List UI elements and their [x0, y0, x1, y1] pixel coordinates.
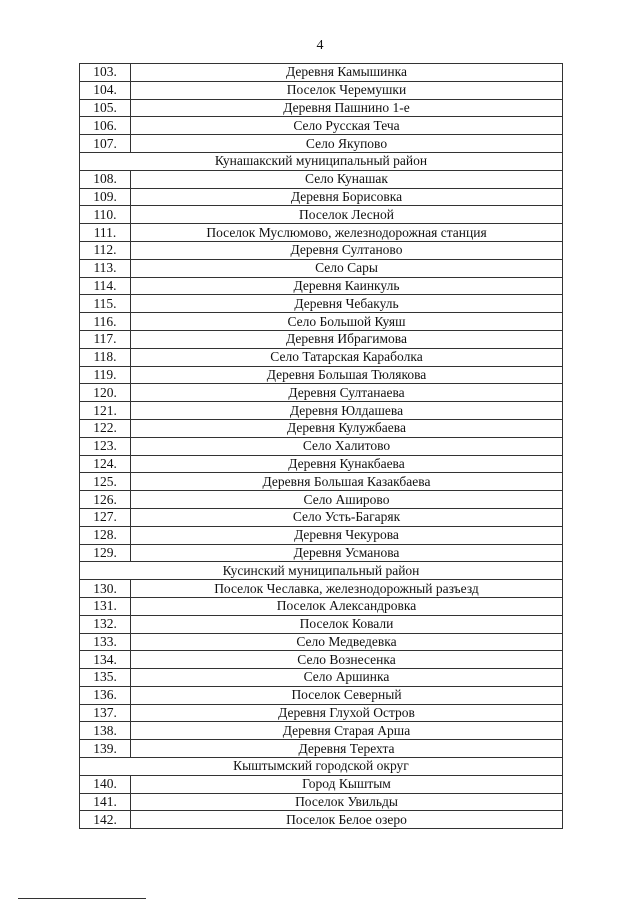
table-row: [80, 348, 563, 366]
settlement-name: Село Русская Теча: [131, 117, 563, 135]
section-title: Кунашакский муниципальный район: [80, 152, 563, 170]
settlement-name: Село Аршинка: [131, 669, 563, 687]
row-number: 105.: [80, 99, 131, 117]
row-number: 138.: [80, 722, 131, 740]
row-number: 134.: [80, 651, 131, 669]
table-row: [80, 135, 563, 153]
settlement-name: Деревня Каинкуль: [131, 277, 563, 295]
settlement-name: Деревня Большая Казакбаева: [131, 473, 563, 491]
table-row: [80, 402, 563, 420]
table-row: [80, 473, 563, 491]
section-title: Кыштымский городской округ: [80, 758, 563, 776]
table-row: [80, 224, 563, 242]
table-row: [80, 580, 563, 598]
settlement-name: Село Аширово: [131, 491, 563, 509]
settlement-name: Поселок Черемушки: [131, 81, 563, 99]
section-header-row: [80, 758, 563, 776]
settlement-name: Село Сары: [131, 259, 563, 277]
settlement-name: Село Татарская Караболка: [131, 348, 563, 366]
row-number: 136.: [80, 686, 131, 704]
row-number: 121.: [80, 402, 131, 420]
table-row: [80, 793, 563, 811]
row-number: 135.: [80, 669, 131, 687]
row-number: 114.: [80, 277, 131, 295]
row-number: 118.: [80, 348, 131, 366]
section-header-row: [80, 152, 563, 170]
row-number: 139.: [80, 740, 131, 758]
row-number: 110.: [80, 206, 131, 224]
row-number: 111.: [80, 224, 131, 242]
settlement-name: Деревня Большая Тюлякова: [131, 366, 563, 384]
row-number: 140.: [80, 775, 131, 793]
table-row: [80, 526, 563, 544]
table-row: [80, 669, 563, 687]
table-row: [80, 295, 563, 313]
table-row: [80, 99, 563, 117]
row-number: 126.: [80, 491, 131, 509]
settlement-name: Деревня Кулужбаева: [131, 419, 563, 437]
settlement-name: Деревня Глухой Остров: [131, 704, 563, 722]
row-number: 116.: [80, 313, 131, 331]
table-row: [80, 277, 563, 295]
settlement-name: Село Якупово: [131, 135, 563, 153]
row-number: 120.: [80, 384, 131, 402]
row-number: 108.: [80, 170, 131, 188]
row-number: 119.: [80, 366, 131, 384]
table-row: [80, 170, 563, 188]
settlement-name: Поселок Муслюмово, железнодорожная станция: [131, 224, 563, 242]
table-row: [80, 811, 563, 829]
table-row: [80, 117, 563, 135]
settlements-table: [79, 63, 563, 829]
settlement-name: Село Вознесенка: [131, 651, 563, 669]
settlement-name: Деревня Кунакбаева: [131, 455, 563, 473]
table-row: [80, 419, 563, 437]
table-row: [80, 259, 563, 277]
row-number: 107.: [80, 135, 131, 153]
row-number: 106.: [80, 117, 131, 135]
row-number: 104.: [80, 81, 131, 99]
settlement-name: Поселок Александровка: [131, 597, 563, 615]
settlement-name: Село Кунашак: [131, 170, 563, 188]
table-row: [80, 81, 563, 99]
settlement-name: Деревня Терехта: [131, 740, 563, 758]
section-header-row: [80, 562, 563, 580]
table-row: [80, 241, 563, 259]
table-row: [80, 455, 563, 473]
settlement-name: Село Халитово: [131, 437, 563, 455]
row-number: 103.: [80, 64, 131, 82]
row-number: 125.: [80, 473, 131, 491]
settlement-name: Село Медведевка: [131, 633, 563, 651]
table-row: [80, 615, 563, 633]
row-number: 117.: [80, 330, 131, 348]
table-row: [80, 597, 563, 615]
table-row: [80, 775, 563, 793]
settlement-name: Поселок Ковали: [131, 615, 563, 633]
settlement-name: Деревня Старая Арша: [131, 722, 563, 740]
row-number: 142.: [80, 811, 131, 829]
section-title: Кусинский муниципальный район: [80, 562, 563, 580]
footnote-divider: [18, 898, 146, 899]
table-row: [80, 633, 563, 651]
row-number: 130.: [80, 580, 131, 598]
settlement-name: Поселок Увильды: [131, 793, 563, 811]
settlement-name: Деревня Усманова: [131, 544, 563, 562]
settlement-name: Деревня Ибрагимова: [131, 330, 563, 348]
table-row: [80, 508, 563, 526]
table-row: [80, 722, 563, 740]
row-number: 113.: [80, 259, 131, 277]
row-number: 115.: [80, 295, 131, 313]
table-row: [80, 384, 563, 402]
table-row: [80, 704, 563, 722]
table-row: [80, 366, 563, 384]
settlement-name: Поселок Лесной: [131, 206, 563, 224]
settlement-name: Деревня Султанаева: [131, 384, 563, 402]
table-row: [80, 437, 563, 455]
row-number: 129.: [80, 544, 131, 562]
row-number: 123.: [80, 437, 131, 455]
table-row: [80, 330, 563, 348]
settlement-name: Деревня Чебакуль: [131, 295, 563, 313]
table-row: [80, 491, 563, 509]
settlement-name: Деревня Юлдашева: [131, 402, 563, 420]
settlement-name: Поселок Чеславка, железнодорожный разъезд: [131, 580, 563, 598]
table-row: [80, 544, 563, 562]
table-row: [80, 206, 563, 224]
row-number: 141.: [80, 793, 131, 811]
row-number: 127.: [80, 508, 131, 526]
row-number: 137.: [80, 704, 131, 722]
table-row: [80, 740, 563, 758]
table-row: [80, 188, 563, 206]
row-number: 132.: [80, 615, 131, 633]
table-row: [80, 313, 563, 331]
settlement-name: Деревня Пашнино 1-е: [131, 99, 563, 117]
settlement-name: Село Большой Куяш: [131, 313, 563, 331]
settlement-name: Деревня Султаново: [131, 241, 563, 259]
row-number: 133.: [80, 633, 131, 651]
row-number: 131.: [80, 597, 131, 615]
page-number: 4: [316, 38, 324, 53]
settlement-name: Деревня Камышинка: [131, 64, 563, 82]
settlement-name: Поселок Северный: [131, 686, 563, 704]
settlement-name: Деревня Чекурова: [131, 526, 563, 544]
table-row: [80, 651, 563, 669]
settlements-table-body: [80, 64, 563, 829]
table-row: [80, 64, 563, 82]
row-number: 109.: [80, 188, 131, 206]
row-number: 112.: [80, 241, 131, 259]
settlement-name: Город Кыштым: [131, 775, 563, 793]
settlement-name: Село Усть-Багаряк: [131, 508, 563, 526]
row-number: 124.: [80, 455, 131, 473]
row-number: 122.: [80, 419, 131, 437]
table-row: [80, 686, 563, 704]
settlement-name: Деревня Борисовка: [131, 188, 563, 206]
row-number: 128.: [80, 526, 131, 544]
settlement-name: Поселок Белое озеро: [131, 811, 563, 829]
